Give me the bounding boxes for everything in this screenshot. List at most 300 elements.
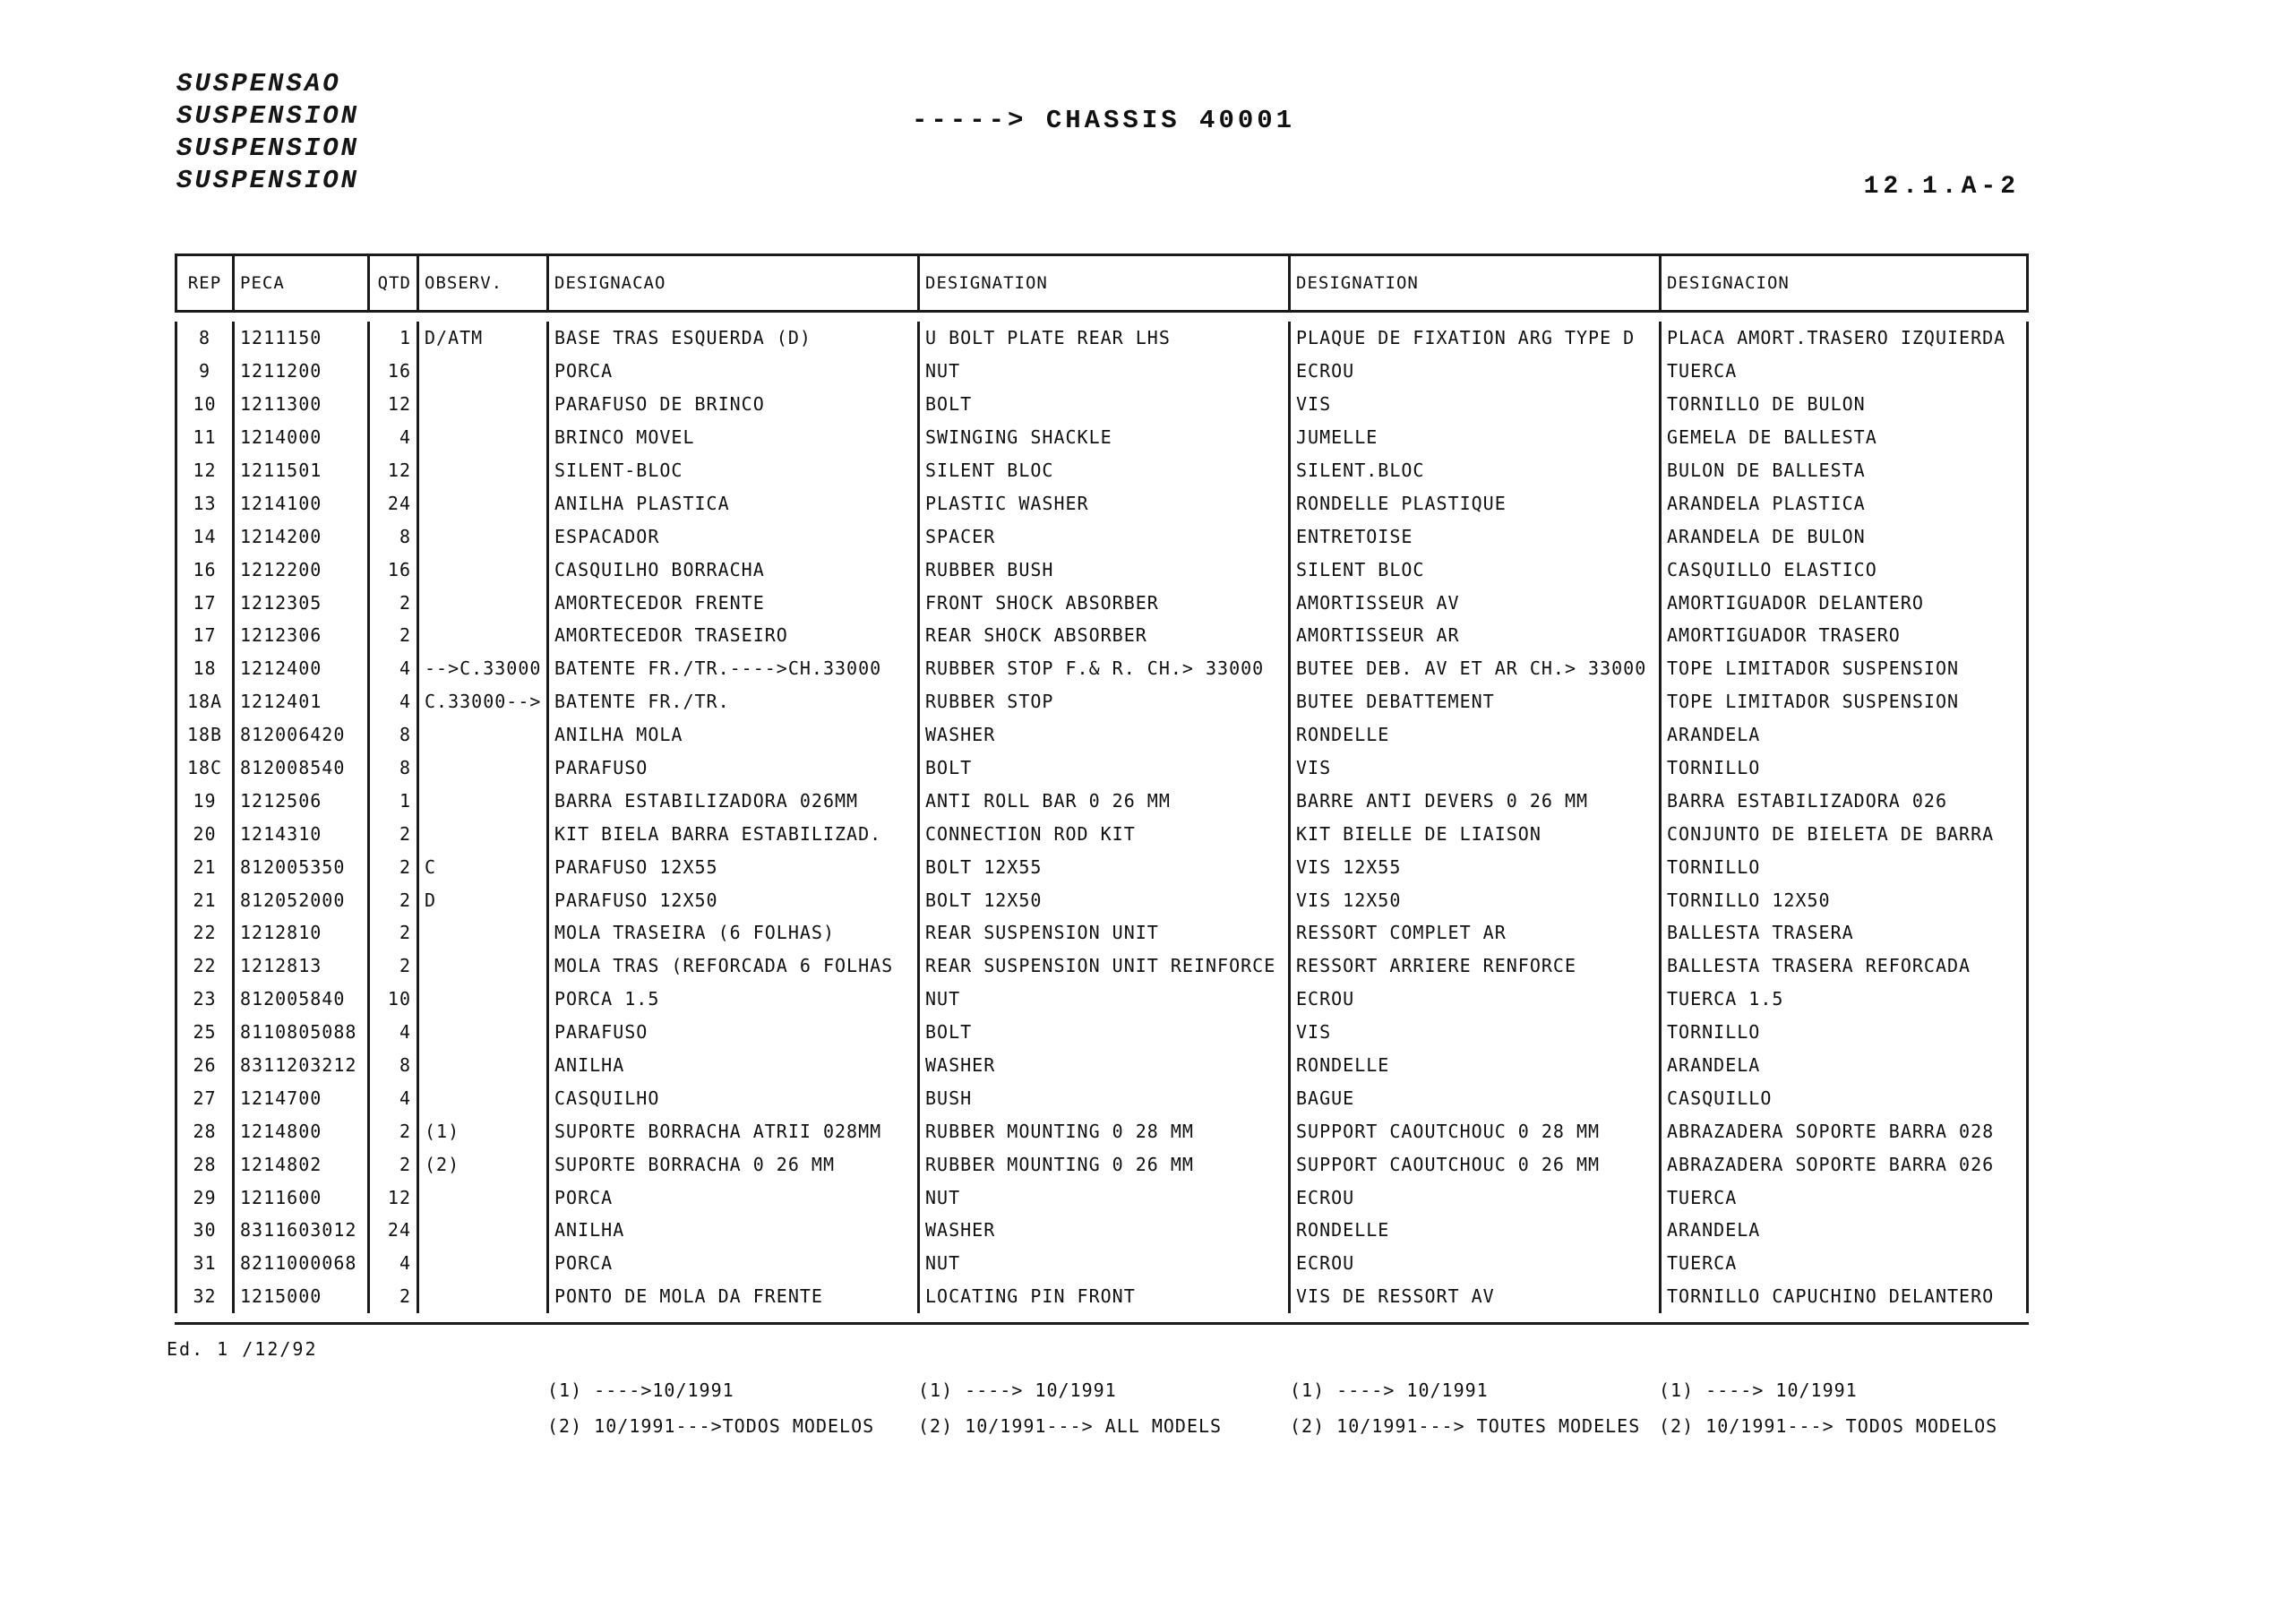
cell-designacion: BALLESTA TRASERA [1659,916,2029,949]
table-row [175,1147,2029,1181]
cell-designacion: BALLESTA TRASERA REFORCADA [1659,949,2029,983]
cell-designation-en: BOLT [917,752,1288,785]
page-reference: 12.1.A-2 [1863,173,2020,201]
cell-peca: 1214802 [232,1147,367,1181]
cell-qtd: 2 [367,1280,417,1313]
cell-rep: 14 [175,520,232,553]
table-row [175,949,2029,983]
cell-designation-en: RUBBER MOUNTING 0 26 MM [917,1147,1288,1181]
cell-observ [417,916,546,949]
cell-qtd: 8 [367,752,417,785]
cell-designation-fr: ECROU [1288,1181,1659,1214]
cell-observ [417,520,546,553]
cell-designation-fr: BAGUE [1288,1081,1659,1114]
cell-peca: 1211200 [232,355,367,388]
cell-designacion: TORNILLO [1659,1016,2029,1049]
cell-rep: 32 [175,1280,232,1313]
cell-designacion: CONJUNTO DE BIELETA DE BARRA [1659,817,2029,850]
cell-designacion: TUERCA [1659,355,2029,388]
cell-qtd: 2 [367,817,417,850]
cell-designation-en: WASHER [917,1049,1288,1082]
title-english: SUSPENSION [176,101,360,131]
cell-observ [417,486,546,520]
cell-peca: 1214000 [232,421,367,454]
cell-observ [417,1016,546,1049]
cell-designacao: MOLA TRASEIRA (6 FOLHAS) [546,916,917,949]
cell-observ [417,1081,546,1114]
cell-designacao: PORCA [546,1181,917,1214]
table-row [175,1114,2029,1147]
table-row [175,553,2029,586]
table-row [175,1049,2029,1082]
cell-designation-en: FRONT SHOCK ABSORBER [917,586,1288,619]
cell-designacao: MOLA TRAS (REFORCADA 6 FOLHAS [546,949,917,983]
cell-designacion: ARANDELA DE BULON [1659,520,2029,553]
cell-qtd: 16 [367,355,417,388]
cell-observ [417,1280,546,1313]
cell-designation-en: SILENT BLOC [917,454,1288,487]
footnotes-english [918,1372,1222,1444]
cell-peca: 1212305 [232,586,367,619]
cell-designacion: TORNILLO CAPUCHINO DELANTERO [1659,1280,2029,1313]
cell-designacao: AMORTECEDOR TRASEIRO [546,619,917,652]
cell-observ [417,983,546,1016]
cell-designacion: TUERCA [1659,1181,2029,1214]
cell-observ [417,784,546,817]
cell-rep: 21 [175,850,232,883]
cell-rep: 18C [175,752,232,785]
table-row [175,355,2029,388]
table-row [175,784,2029,817]
col-header-designation-en: DESIGNATION [917,256,1288,310]
cell-designacion: ABRAZADERA SOPORTE BARRA 026 [1659,1147,2029,1181]
cell-designacao: PORCA [546,1247,917,1280]
cell-qtd: 10 [367,983,417,1016]
cell-rep: 8 [175,322,232,355]
table-row [175,586,2029,619]
footnotes-spanish [1659,1372,1997,1444]
footnotes-french [1290,1372,1640,1444]
cell-designation-en: BUSH [917,1081,1288,1114]
cell-observ [417,421,546,454]
cell-designacao: CASQUILHO [546,1081,917,1114]
cell-designacao: AMORTECEDOR FRENTE [546,586,917,619]
cell-observ: D/ATM [417,322,546,355]
cell-peca: 812052000 [232,883,367,916]
cell-peca: 812006420 [232,718,367,752]
cell-observ: -->C.33000 [417,652,546,685]
parts-table [175,253,2029,1325]
table-row [175,454,2029,487]
cell-qtd: 12 [367,454,417,487]
cell-designation-fr: VIS [1288,1016,1659,1049]
cell-rep: 19 [175,784,232,817]
cell-designation-en: WASHER [917,1214,1288,1247]
footnote-2: (2) 10/1991--->TODOS MODELOS [547,1415,875,1437]
cell-rep: 23 [175,983,232,1016]
cell-observ [417,1247,546,1280]
col-header-observ: OBSERV. [417,256,546,310]
cell-peca: 1211600 [232,1181,367,1214]
footnote-2: (2) 10/1991---> TOUTES MODELES [1290,1415,1641,1437]
cell-designation-fr: AMORTISSEUR AV [1288,586,1659,619]
cell-observ: (2) [417,1147,546,1181]
cell-qtd: 1 [367,322,417,355]
cell-designation-en: NUT [917,1181,1288,1214]
footnote-1: (1) ----> 10/1991 [1290,1379,1489,1401]
cell-designacao: CASQUILHO BORRACHA [546,553,917,586]
cell-designation-fr: ECROU [1288,983,1659,1016]
cell-qtd: 4 [367,685,417,718]
section-titles [176,68,359,197]
cell-designation-en: REAR SHOCK ABSORBER [917,619,1288,652]
cell-designation-fr: RONDELLE [1288,718,1659,752]
cell-rep: 11 [175,421,232,454]
cell-qtd: 2 [367,619,417,652]
cell-peca: 1214100 [232,486,367,520]
cell-qtd: 4 [367,652,417,685]
cell-rep: 26 [175,1049,232,1082]
cell-designacion: TOPE LIMITADOR SUSPENSION [1659,652,2029,685]
cell-peca: 1212810 [232,916,367,949]
cell-qtd: 8 [367,520,417,553]
table-row [175,817,2029,850]
cell-rep: 10 [175,388,232,421]
cell-designation-fr: BUTEE DEBATTEMENT [1288,685,1659,718]
cell-peca: 1214700 [232,1081,367,1114]
cell-designacao: PORCA 1.5 [546,983,917,1016]
cell-rep: 30 [175,1214,232,1247]
cell-designation-en: LOCATING PIN FRONT [917,1280,1288,1313]
cell-peca: 1215000 [232,1280,367,1313]
cell-designation-fr: ECROU [1288,1247,1659,1280]
cell-rep: 17 [175,619,232,652]
cell-designacao: KIT BIELA BARRA ESTABILIZAD. [546,817,917,850]
table-row [175,652,2029,685]
cell-designation-fr: AMORTISSEUR AR [1288,619,1659,652]
table-header [175,256,2029,310]
cell-rep: 29 [175,1181,232,1214]
table-row [175,916,2029,949]
cell-designation-fr: VIS 12X50 [1288,883,1659,916]
cell-rep: 25 [175,1016,232,1049]
cell-designation-fr: RESSORT COMPLET AR [1288,916,1659,949]
cell-designacao: ANILHA MOLA [546,718,917,752]
cell-designacao: PARAFUSO [546,752,917,785]
cell-peca: 8311203212 [232,1049,367,1082]
table-row [175,1247,2029,1280]
cell-observ: (1) [417,1114,546,1147]
cell-designation-en: REAR SUSPENSION UNIT [917,916,1288,949]
cell-designacion: BARRA ESTABILIZADORA 026 [1659,784,2029,817]
cell-designacao: SILENT-BLOC [546,454,917,487]
cell-rep: 20 [175,817,232,850]
cell-qtd: 4 [367,1016,417,1049]
cell-qtd: 4 [367,1247,417,1280]
cell-observ [417,752,546,785]
cell-designacion: ARANDELA PLASTICA [1659,486,2029,520]
cell-designation-fr: RESSORT ARRIERE RENFORCE [1288,949,1659,983]
table-bottom-rule [175,1322,2029,1325]
cell-qtd: 24 [367,486,417,520]
col-header-designacao: DESIGNACAO [546,256,917,310]
cell-observ [417,553,546,586]
cell-peca: 1212401 [232,685,367,718]
cell-designation-en: REAR SUSPENSION UNIT REINFORCE [917,949,1288,983]
cell-qtd: 12 [367,388,417,421]
edition-date: Ed. 1 /12/92 [167,1338,318,1360]
cell-rep: 18A [175,685,232,718]
cell-designacao: BATENTE FR./TR. [546,685,917,718]
cell-designation-en: NUT [917,983,1288,1016]
cell-peca: 812005840 [232,983,367,1016]
table-row [175,322,2029,355]
cell-designation-fr: ECROU [1288,355,1659,388]
cell-observ [417,586,546,619]
cell-designacion: TORNILLO DE BULON [1659,388,2029,421]
cell-peca: 1211150 [232,322,367,355]
cell-rep: 28 [175,1147,232,1181]
cell-peca: 8311603012 [232,1214,367,1247]
cell-designation-en: RUBBER STOP [917,685,1288,718]
cell-peca: 1214310 [232,817,367,850]
title-french: SUSPENSION [176,133,360,163]
cell-qtd: 2 [367,1147,417,1181]
cell-designation-fr: BARRE ANTI DEVERS 0 26 MM [1288,784,1659,817]
footnote-2: (2) 10/1991---> ALL MODELS [918,1415,1223,1437]
cell-designation-en: BOLT [917,1016,1288,1049]
cell-designation-fr: VIS [1288,388,1659,421]
table-row [175,1081,2029,1114]
cell-qtd: 8 [367,1049,417,1082]
cell-peca: 812008540 [232,752,367,785]
table-row [175,1280,2029,1313]
cell-designation-en: NUT [917,355,1288,388]
cell-observ [417,1214,546,1247]
cell-rep: 31 [175,1247,232,1280]
cell-designation-fr: SILENT BLOC [1288,553,1659,586]
cell-designation-en: PLASTIC WASHER [917,486,1288,520]
cell-designation-fr: PLAQUE DE FIXATION ARG TYPE D [1288,322,1659,355]
cell-peca: 8110805088 [232,1016,367,1049]
cell-qtd: 16 [367,553,417,586]
cell-peca: 812005350 [232,850,367,883]
cell-rep: 22 [175,916,232,949]
table-row [175,619,2029,652]
table-row [175,1016,2029,1049]
cell-peca: 1214800 [232,1114,367,1147]
cell-observ [417,817,546,850]
table-row [175,752,2029,785]
cell-qtd: 24 [367,1214,417,1247]
col-header-peca: PECA [232,256,367,310]
cell-designation-fr: ENTRETOISE [1288,520,1659,553]
table-row [175,421,2029,454]
cell-designacao: PONTO DE MOLA DA FRENTE [546,1280,917,1313]
cell-designacion: TUERCA 1.5 [1659,983,2029,1016]
cell-rep: 22 [175,949,232,983]
table-body [175,313,2029,1322]
title-portuguese: SUSPENSAO [176,69,341,99]
table-row [175,486,2029,520]
cell-designation-fr: SUPPORT CAOUTCHOUC 0 28 MM [1288,1114,1659,1147]
cell-designacion: PLACA AMORT.TRASERO IZQUIERDA [1659,322,2029,355]
cell-designacion: TORNILLO 12X50 [1659,883,2029,916]
cell-rep: 28 [175,1114,232,1147]
cell-qtd: 2 [367,1114,417,1147]
cell-designation-fr: VIS [1288,752,1659,785]
cell-designacion: CASQUILLO ELASTICO [1659,553,2029,586]
cell-designation-fr: KIT BIELLE DE LIAISON [1288,817,1659,850]
cell-rep: 13 [175,486,232,520]
table-row [175,1214,2029,1247]
cell-designacion: GEMELA DE BALLESTA [1659,421,2029,454]
table-row [175,520,2029,553]
cell-observ [417,1049,546,1082]
table-row [175,1181,2029,1214]
cell-designacao: PARAFUSO DE BRINCO [546,388,917,421]
cell-observ [417,454,546,487]
cell-designacao: PARAFUSO [546,1016,917,1049]
table-row [175,685,2029,718]
cell-designacao: PORCA [546,355,917,388]
table-row [175,883,2029,916]
cell-designacao: BATENTE FR./TR.---->CH.33000 [546,652,917,685]
cell-qtd: 2 [367,916,417,949]
cell-designation-fr: RONDELLE [1288,1049,1659,1082]
cell-designation-fr: SUPPORT CAOUTCHOUC 0 26 MM [1288,1147,1659,1181]
cell-observ: C [417,850,546,883]
cell-designation-en: WASHER [917,718,1288,752]
cell-observ [417,718,546,752]
cell-designacao: PARAFUSO 12X55 [546,850,917,883]
cell-rep: 18 [175,652,232,685]
cell-designation-en: RUBBER STOP F.& R. CH.> 33000 [917,652,1288,685]
cell-qtd: 2 [367,883,417,916]
cell-observ: C.33000--> [417,685,546,718]
cell-qtd: 8 [367,718,417,752]
cell-designacao: ANILHA [546,1214,917,1247]
table-row [175,850,2029,883]
cell-peca: 1212306 [232,619,367,652]
cell-designation-en: RUBBER BUSH [917,553,1288,586]
cell-observ [417,1181,546,1214]
cell-designation-en: ANTI ROLL BAR 0 26 MM [917,784,1288,817]
cell-peca: 1211501 [232,454,367,487]
footnotes-portuguese [547,1372,874,1444]
cell-designacion: AMORTIGUADOR TRASERO [1659,619,2029,652]
cell-designacion: CASQUILLO [1659,1081,2029,1114]
cell-peca: 1214200 [232,520,367,553]
cell-peca: 1212400 [232,652,367,685]
cell-qtd: 2 [367,949,417,983]
cell-designation-fr: BUTEE DEB. AV ET AR CH.> 33000 [1288,652,1659,685]
cell-designacion: ARANDELA [1659,1049,2029,1082]
cell-qtd: 2 [367,586,417,619]
cell-qtd: 12 [367,1181,417,1214]
cell-designation-en: CONNECTION ROD KIT [917,817,1288,850]
cell-observ [417,619,546,652]
cell-designacao: ANILHA [546,1049,917,1082]
cell-designacion: ARANDELA [1659,718,2029,752]
cell-designation-fr: VIS DE RESSORT AV [1288,1280,1659,1313]
cell-designation-fr: SILENT.BLOC [1288,454,1659,487]
cell-designation-fr: JUMELLE [1288,421,1659,454]
title-spanish: SUSPENSION [176,166,360,195]
footnote-1: (1) ---->10/1991 [547,1379,734,1401]
cell-designacion: TORNILLO [1659,850,2029,883]
cell-peca: 1212200 [232,553,367,586]
cell-designacao: SUPORTE BORRACHA ATRII 028MM [546,1114,917,1147]
cell-observ [417,949,546,983]
col-header-qtd: QTD [367,256,417,310]
cell-designacao: BARRA ESTABILIZADORA 026MM [546,784,917,817]
cell-qtd: 4 [367,1081,417,1114]
cell-peca: 1212506 [232,784,367,817]
cell-designation-en: RUBBER MOUNTING 0 28 MM [917,1114,1288,1147]
col-header-designation-fr: DESIGNATION [1288,256,1659,310]
table-row [175,718,2029,752]
cell-qtd: 4 [367,421,417,454]
footnote-2: (2) 10/1991---> TODOS MODELOS [1659,1415,1998,1437]
cell-designation-en: BOLT 12X55 [917,850,1288,883]
cell-designacion: TORNILLO [1659,752,2029,785]
cell-designacion: ARANDELA [1659,1214,2029,1247]
cell-designacao: BASE TRAS ESQUERDA (D) [546,322,917,355]
cell-designacao: PARAFUSO 12X50 [546,883,917,916]
cell-rep: 9 [175,355,232,388]
cell-qtd: 2 [367,850,417,883]
cell-designation-fr: RONDELLE PLASTIQUE [1288,486,1659,520]
cell-rep: 17 [175,586,232,619]
chassis-label: -----> CHASSIS 40001 [912,106,1296,135]
cell-rep: 12 [175,454,232,487]
cell-rep: 27 [175,1081,232,1114]
cell-designacion: TUERCA [1659,1247,2029,1280]
cell-designacao: BRINCO MOVEL [546,421,917,454]
cell-peca: 8211000068 [232,1247,367,1280]
cell-designacao: ESPACADOR [546,520,917,553]
cell-designacion: AMORTIGUADOR DELANTERO [1659,586,2029,619]
table-row [175,388,2029,421]
footnote-1: (1) ----> 10/1991 [1659,1379,1858,1401]
cell-rep: 18B [175,718,232,752]
col-header-rep: REP [175,256,232,310]
cell-rep: 16 [175,553,232,586]
cell-designacion: BULON DE BALLESTA [1659,454,2029,487]
cell-designation-fr: VIS 12X55 [1288,850,1659,883]
cell-designacao: ANILHA PLASTICA [546,486,917,520]
cell-qtd: 1 [367,784,417,817]
cell-rep: 21 [175,883,232,916]
cell-designation-en: BOLT 12X50 [917,883,1288,916]
cell-designation-en: U BOLT PLATE REAR LHS [917,322,1288,355]
cell-designation-en: SWINGING SHACKLE [917,421,1288,454]
cell-designation-en: NUT [917,1247,1288,1280]
cell-designacion: TOPE LIMITADOR SUSPENSION [1659,685,2029,718]
cell-designacion: ABRAZADERA SOPORTE BARRA 028 [1659,1114,2029,1147]
cell-designacao: SUPORTE BORRACHA 0 26 MM [546,1147,917,1181]
table-row [175,983,2029,1016]
footnote-1: (1) ----> 10/1991 [918,1379,1117,1401]
col-header-designacion: DESIGNACION [1659,256,2029,310]
cell-designation-en: SPACER [917,520,1288,553]
cell-observ: D [417,883,546,916]
cell-peca: 1211300 [232,388,367,421]
cell-peca: 1212813 [232,949,367,983]
cell-designation-en: BOLT [917,388,1288,421]
cell-observ [417,388,546,421]
